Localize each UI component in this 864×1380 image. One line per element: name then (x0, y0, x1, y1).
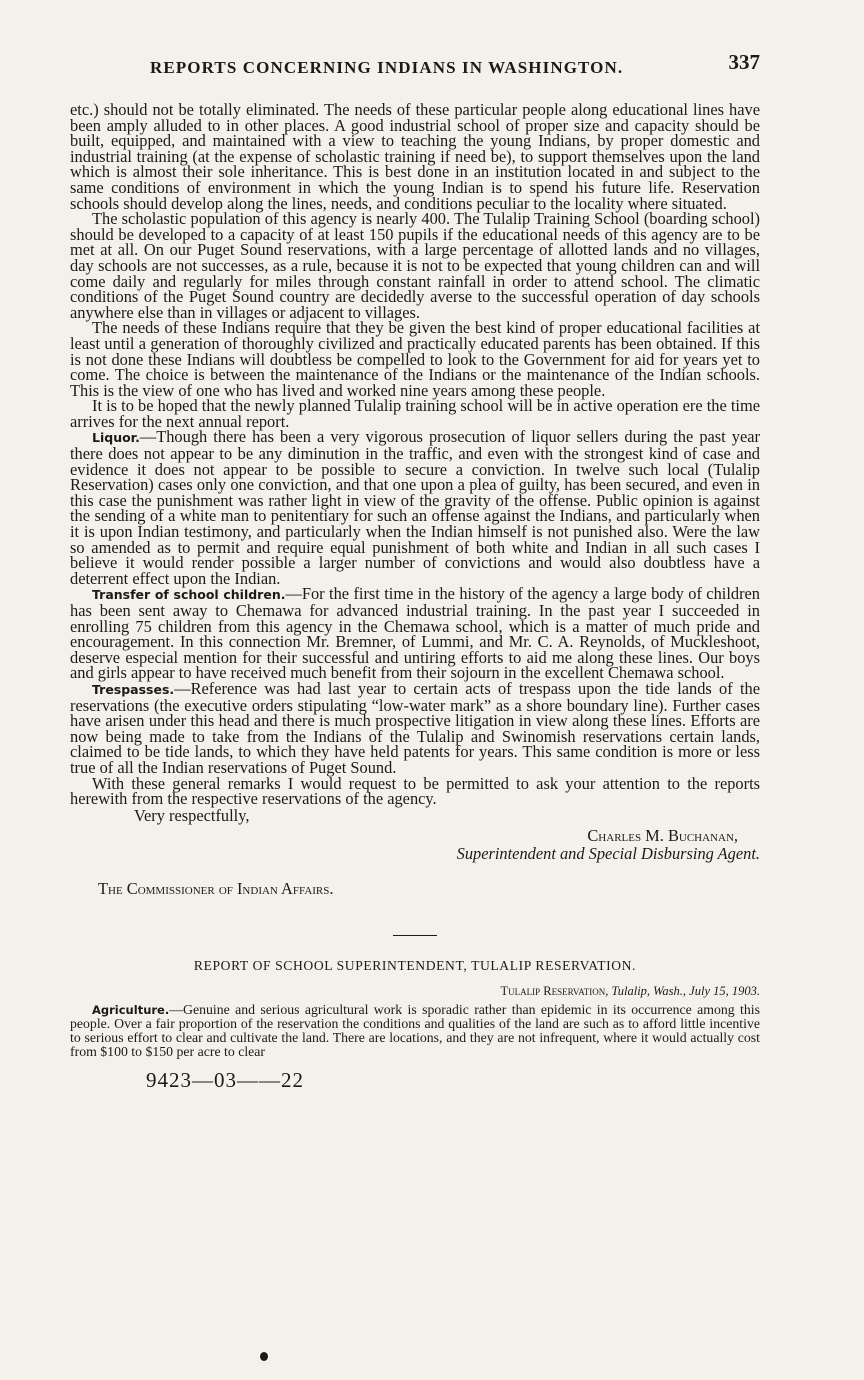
dateline (70, 984, 760, 999)
paragraph (70, 429, 760, 586)
paragraph-text: —For the first time in the history of the agency a large body of children has been sent away to Chemawa for advanced industrial training. In the past year I succeeded in enrolling 75 children from this agency in the Chemawa school, which is a matter of much pride and encouragement. In this connection Mr. Bremner, of Lummi, and Mr. C. A. Reynolds, of Muckleshoot, deserve especial mention for their successful and untiring efforts to aid me along these lines. Our boys and girls appear to have received much benefit from their sojourn in the excellent Chemawa school. (70, 584, 761, 683)
page-number: 337 (728, 50, 760, 74)
addressee-text: The Commissioner of Indian Affairs. (98, 878, 334, 898)
running-head: REPORTS CONCERNING INDIANS IN WASHINGTON. (150, 58, 624, 77)
paragraph-text: With these general remarks I would request to be permitted to ask your attention to the reports herewith from the respective reservations of the agency. (70, 773, 760, 809)
body-text (70, 102, 760, 807)
letter-closing (70, 807, 760, 863)
dateline-place: Tulalip Reservation, (500, 983, 609, 998)
section-run-head: Liquor. (92, 430, 140, 446)
paragraph (70, 1003, 760, 1058)
paragraph-text: —Though there has been a very vigorous prosecution of liquor sellers during the past year there does not appear to be any diminution in the traffic, and even with the strongest kind of case and evidence it does not appear to be possible to secure a conviction. In twelve such local (Tulalip Reservation) cases only one conviction, and that one upon a plea of guilty, has been secured, and even in this case the punishment was rather light in view of the gravity of the offense. Public opinion is against the sending of a white man to penitentiary for such an offense against the Indians, and particularly when it is upon Indian testimony, and particularly when the Indian himself is not punished also. Were the law so amended as to permit and require equal punishment of both white and Indian in all such cases I believe it would render possible a larger number of convictions and would also doubtless have a deterrent effect upon the Indian. (70, 427, 760, 588)
section-run-head: Transfer of school children. (92, 587, 286, 603)
paragraph (70, 320, 760, 398)
paragraph (70, 678, 760, 777)
paragraph-text: It is to be hoped that the newly planned Tulalip training school will be in active operation ere the time arrives for the next annual report. (70, 396, 760, 431)
document-page (70, 46, 760, 1093)
section-run-head: Agriculture. (92, 1002, 170, 1017)
report-body (70, 1003, 760, 1058)
section-run-head: Trespasses. (92, 681, 175, 697)
paragraph-text: The scholastic population of this agency is nearly 400. The Tulalip Training School (boarding school) should be developed to a capacity of at least 150 pupils if the educational needs of this agency are to be met at all. On our Puget Sound reservations, with a large percentage of allotted lands and no villages, day schools are not successes, as a rule, because it is not to be expected that young children can and will come daily and regularly for miles through constant rainfall in order to attend school. The climatic conditions of the Puget Sound country are decidedly averse to the successful operation of day schools anywhere else than in villages or adjacent to villages. (70, 209, 760, 322)
paragraph-text: —Genuine and serious agricultural work is sporadic rather than epidemic in its occurrence among this people. Over a fair proportion of the reservation the conditions and qualities of the land are such as to afford little incentive to serious effort to clear and cultivate the land. There are locations, and they are not infrequent, where it would actually cost from $100 to $150 per acre to clear (70, 1001, 760, 1059)
paragraph-text: The needs of these Indians require that they be given the best kind of proper educational facilities at least until a generation of thoroughly civilized and practically educated parents has been obtained. If this is not done these Indians will doubtless be compelled to look to the Government for aid for years yet to come. The choice is between the maintenance of the Indians or the maintenance of the Indian schools. This is the view of one who has lived and worked nine years among these people. (70, 318, 760, 400)
section-divider (393, 935, 437, 936)
salutation: Very respectfully, (134, 805, 250, 825)
dateline-rest: Tulalip, Wash., July 15, 1903. (611, 983, 760, 998)
paragraph (70, 398, 760, 429)
paragraph (70, 773, 760, 809)
paragraph-text: —Reference was had last year to certain acts of trespass upon the tide lands of the reservations (the executive orders stipulating “low-water mark” as a shore boundary line). Further cases have arisen under this head and there is much prospective litigation in view along these lines. Efforts are now being made to take from the Indians of the Tulalip and Swinomish reservations certain lands, claimed to be tide lands, to which they have held patents for years. This same condition is more or less true of all the Indian reservations of Puget Sound. (70, 678, 760, 777)
page-header (70, 46, 760, 86)
addressee (70, 879, 760, 899)
signer-title: Superintendent and Special Disbursing Agent. (456, 843, 760, 863)
paragraph (70, 211, 760, 320)
printer-signature-mark: 9423—03——22 (146, 1068, 304, 1093)
report-title: REPORT OF SCHOOL SUPERINTENDENT, TULALIP RESERVATION. (193, 957, 637, 973)
ink-dot (260, 1352, 268, 1361)
paragraph-text: etc.) should not be totally eliminated. The needs of these particular people along educational lines have been amply alluded to in other places. A good industrial school of proper size and capacity should be built, equipped, and maintained with a view to teaching the young Indians, by proper domestic and industrial training (at the expense of scholastic training if need be), to support themselves upon the land which is almost their sole inheritance. This is best done in an institution located in and subject to the same conditions of environment in which the young Indian is to spend his future life. Reservation schools should develop along the lines, needs, and conditions peculiar to the locality where situated. (70, 100, 760, 213)
paragraph (70, 102, 760, 211)
signer-name: Charles M. Buchanan, (587, 825, 738, 845)
paragraph (70, 586, 760, 681)
